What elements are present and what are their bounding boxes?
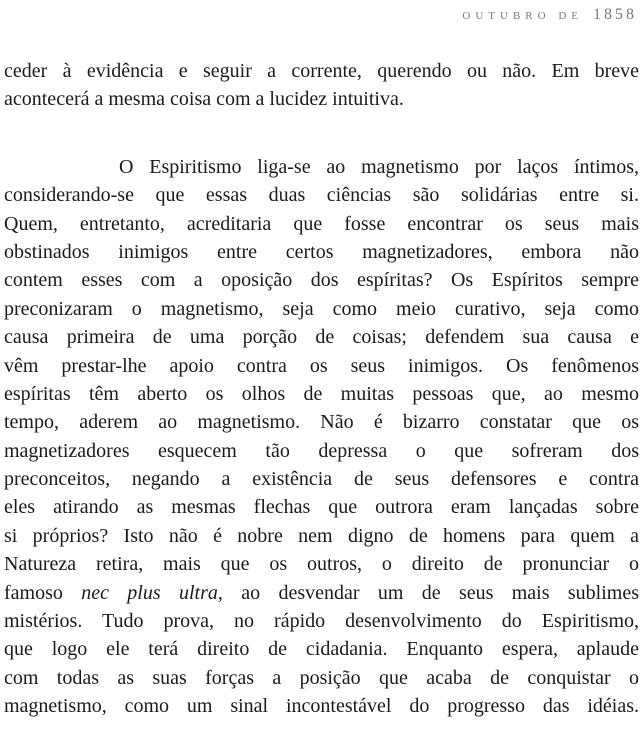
header-month: OUTUBRO DE: [462, 10, 583, 22]
text-line: tempo, aderem ao magnetismo. Não é bizarro constatar que os: [4, 411, 639, 434]
text-line: preconizaram o magnetismo, seja como meio curativo, seja como: [4, 297, 639, 320]
paragraph-spacer: [4, 114, 639, 153]
text-line: Quem, entretanto, acreditaria que fosse encontrar os seus mais: [4, 212, 639, 235]
paragraph-1: [4, 57, 639, 114]
text-line: si próprios? Isto não é nobre nem digno de homens para quem a: [4, 524, 639, 547]
text-line: obstinados inimigos entre certos magnetizadores, embora não: [4, 240, 639, 263]
text-line: com todas as suas forças a posição que acaba de conquistar o: [4, 666, 639, 689]
text-line: preconceitos, negando a existência de seus defensores e contra: [4, 468, 639, 491]
text-line: que logo ele terá direito de cidadania. Enquanto espera, aplaude: [4, 638, 639, 661]
text-line: contem esses com a oposição dos espíritas? Os Espíritos sempre: [4, 269, 639, 292]
text-line: causa primeira de uma porção de coisas; defendem sua causa e: [4, 326, 639, 349]
body-text: [4, 57, 639, 721]
header-year: 1858: [593, 6, 637, 23]
latin-phrase: nec plus ultra: [81, 581, 218, 604]
text-line: O Espiritismo liga-se ao magnetismo por laços íntimos,: [119, 155, 639, 178]
text-line: eles atirando as mesmas flechas que outrora eram lançadas sobre: [4, 496, 639, 519]
text-line: magnetizadores esquecem tão depressa o que sofreram dos: [4, 439, 639, 462]
text-segment: , ao desvendar um de seus mais sublimes: [217, 581, 639, 604]
text-line-with-italic: [4, 579, 639, 607]
text-line: Natureza retira, mais que os outros, o direito de pronunciar o: [4, 553, 639, 576]
text-line: mistérios. Tudo prova, no rápido desenvolvimento do Espiritismo,: [4, 610, 639, 633]
text-line: considerando-se que essas duas ciências são solidárias entre si.: [4, 184, 639, 207]
text-line: acontecerá a mesma coisa com a lucidez intuitiva.: [4, 88, 404, 111]
paragraph-2: [4, 153, 639, 721]
text-line: ceder à evidência e seguir a corrente, querendo ou não. Em breve: [4, 60, 639, 82]
text-segment: famoso: [4, 581, 82, 604]
running-header: [462, 6, 637, 24]
text-line: espíritas têm aberto os olhos de muitas pessoas que, ao mesmo: [4, 382, 639, 405]
text-line: vêm prestar-lhe apoio contra os seus inimigos. Os fenômenos: [4, 354, 639, 377]
text-line: magnetismo, como um sinal incontestável do progresso das idéias.: [4, 695, 639, 718]
